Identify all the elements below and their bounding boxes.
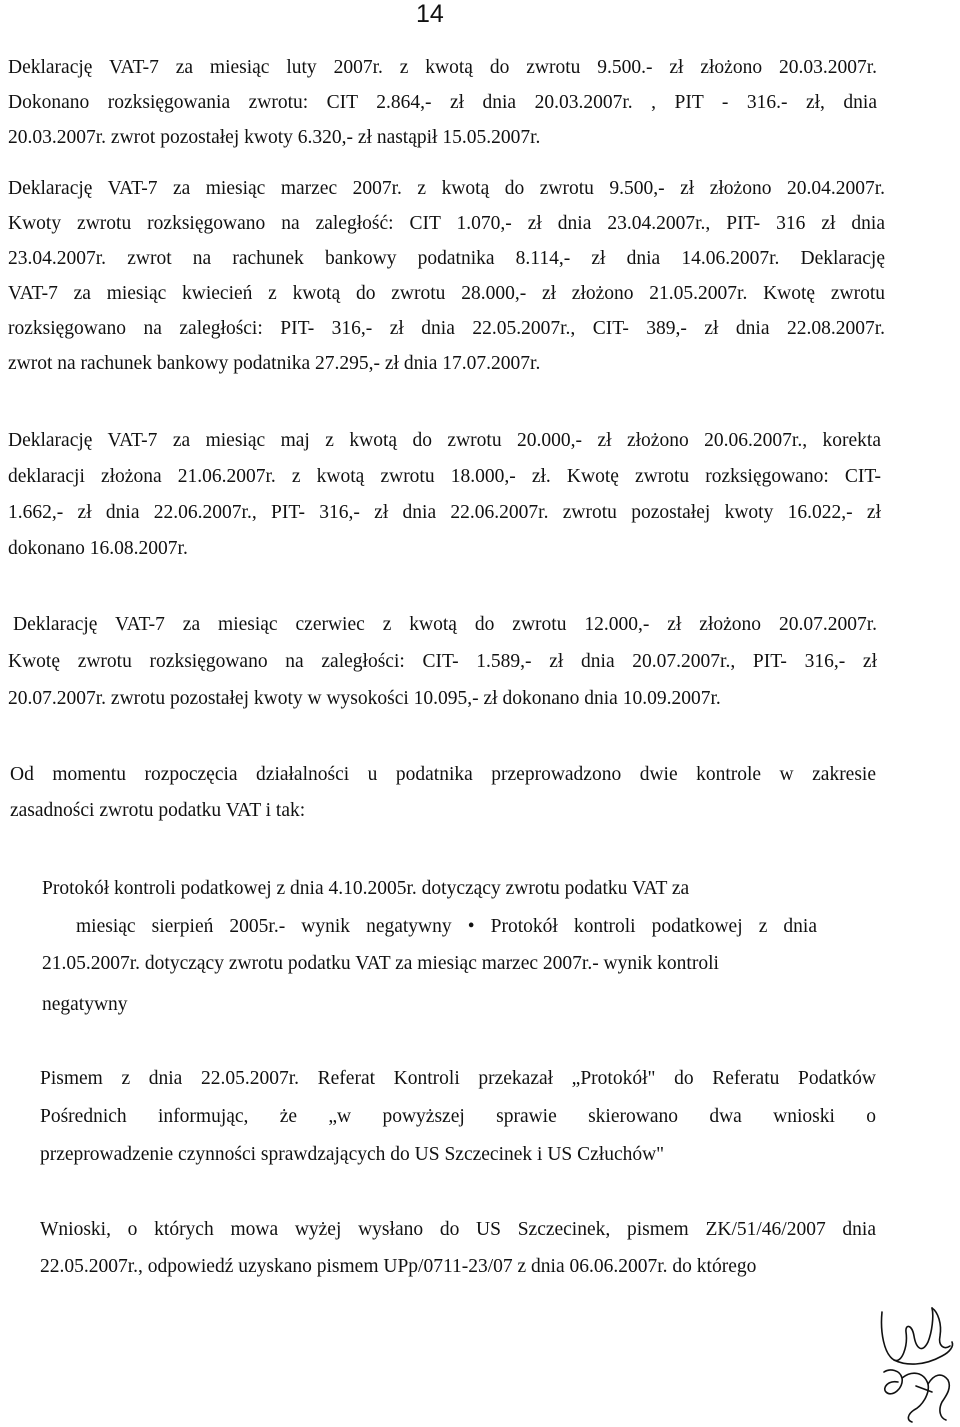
text-line: 20.07.2007r. zwrotu pozostałej kwoty w wysokości 10.095,- zł dokonano dnia 10.09.2007r. — [8, 688, 721, 709]
text-line: negatywny — [42, 994, 128, 1015]
page-number: 14 — [416, 0, 444, 28]
text-line: Deklarację VAT-7 za miesiąc luty 2007r. z kwotą do zwrotu 9.500.- zł złożono 20.03.2007r. — [8, 57, 877, 78]
text-line: rozksięgowano na zaległości: PIT- 316,- zł dnia 22.05.2007r., CIT- 389,- zł dnia 22.08.2007r. — [8, 318, 885, 339]
text-line: Deklarację VAT-7 za miesiąc marzec 2007r. z kwotą do zwrotu 9.500,- zł złożono 20.04.2007r. — [8, 178, 885, 199]
text-line: Wnioski, o których mowa wyżej wysłano do US Szczecinek, pismem ZK/51/46/2007 dnia — [40, 1219, 876, 1240]
text-line: Dokonano rozksięgowania zwrotu: CIT 2.864,- zł dnia 20.03.2007r. , PIT - 316.- zł, dnia — [8, 92, 877, 113]
text-line: Deklarację VAT-7 za miesiąc maj z kwotą do zwrotu 20.000,- zł złożono 20.06.2007r., korekta — [8, 430, 881, 451]
text-line: Kwotę zwrotu rozksięgowano na zaległości: CIT- 1.589,- zł dnia 20.07.2007r., PIT- 316,- zł — [8, 651, 877, 672]
signature-image — [872, 1302, 958, 1424]
text-line: Deklarację VAT-7 za miesiąc czerwiec z kwotą do zwrotu 12.000,- zł złożono 20.07.2007r. — [13, 614, 877, 635]
text-line: zasadności zwrotu podatku VAT i tak: — [10, 800, 306, 821]
text-line: 1.662,- zł dnia 22.06.2007r., PIT- 316,- zł dnia 22.06.2007r. zwrotu pozostałej kwoty 16.022,- zł — [8, 502, 881, 523]
text-line: Protokół kontroli podatkowej z dnia 4.10.2005r. dotyczący zwrotu podatku VAT za — [42, 878, 690, 899]
text-line: VAT-7 za miesiąc kwiecień z kwotą do zwrotu 28.000,- zł złożono 21.05.2007r. Kwotę zwrotu — [8, 283, 885, 304]
text-line: Pismem z dnia 22.05.2007r. Referat Kontroli przekazał „Protokół" do Referatu Podatków — [40, 1068, 876, 1089]
text-line: dokonano 16.08.2007r. — [8, 538, 188, 559]
text-line: przeprowadzenie czynności sprawdzających do US Szczecinek i US Człuchów" — [40, 1144, 665, 1165]
text-line: 23.04.2007r. zwrot na rachunek bankowy podatnika 8.114,- zł dnia 14.06.2007r. Deklarację — [8, 248, 885, 269]
text-line: miesiąc sierpień 2005r.- wynik negatywny • Protokół kontroli podatkowej z dnia — [76, 916, 817, 937]
text-line: 22.05.2007r., odpowiedź uzyskano pismem UPp/0711-23/07 z dnia 06.06.2007r. do którego — [40, 1256, 757, 1277]
text-line: Pośrednich informując, że „w powyższej sprawie skierowano dwa wnioski o — [40, 1106, 876, 1127]
text-line: 21.05.2007r. dotyczący zwrotu podatku VAT za miesiąc marzec 2007r.- wynik kontroli — [42, 953, 719, 974]
text-line: zwrot na rachunek bankowy podatnika 27.295,- zł dnia 17.07.2007r. — [8, 353, 541, 374]
text-line: 20.03.2007r. zwrot pozostałej kwoty 6.320,- zł nastąpił 15.05.2007r. — [8, 127, 541, 148]
text-line: deklaracji złożona 21.06.2007r. z kwotą zwrotu 18.000,- zł. Kwotę zwrotu rozksięgowano: CIT- — [8, 466, 881, 487]
text-line: Od momentu rozpoczęcia działalności u podatnika przeprowadzono dwie kontrole w zakresie — [10, 764, 876, 785]
text-line: Kwoty zwrotu rozksięgowano na zaległość: CIT 1.070,- zł dnia 23.04.2007r., PIT- 316 zł dnia — [8, 213, 885, 234]
